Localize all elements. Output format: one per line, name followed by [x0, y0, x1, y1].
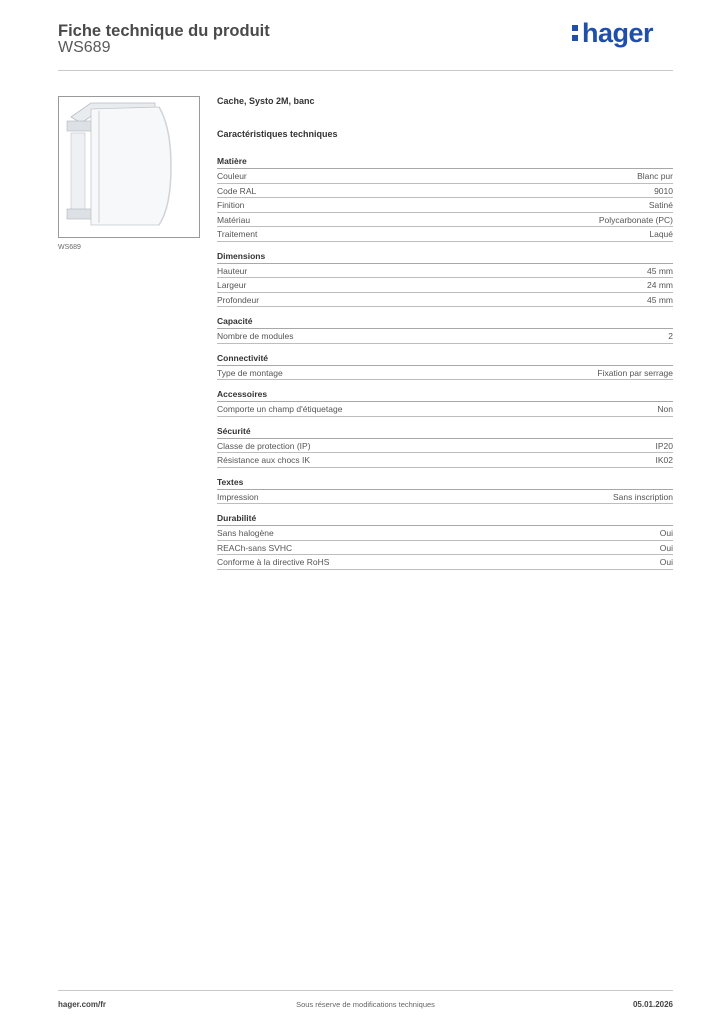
logo-dots-icon: [572, 25, 579, 41]
spec-group: [217, 353, 673, 381]
spec-label: Matériau: [217, 214, 251, 225]
spec-label: Largeur: [217, 280, 247, 290]
section-title: Caractéristiques techniques: [217, 129, 338, 139]
spec-group-title: Dimensions: [217, 251, 673, 264]
spec-groups: [217, 156, 673, 570]
spec-row: [217, 439, 673, 454]
spec-label: Comporte un champ d'étiquetage: [217, 404, 343, 414]
spec-label: Sans halogène: [217, 528, 274, 538]
spec-row: [217, 198, 673, 213]
spec-group-title: Accessoires: [217, 389, 673, 402]
spec-value: 45 mm: [647, 265, 673, 276]
spec-label: Code RAL: [217, 185, 257, 196]
spec-group: [217, 477, 673, 505]
product-image: [58, 96, 200, 238]
specifications: [217, 96, 673, 579]
spec-row: [217, 184, 673, 199]
spec-group: [217, 426, 673, 468]
spec-row: [217, 555, 673, 570]
cover-module-icon: [59, 97, 199, 237]
spec-row: [217, 329, 673, 344]
footer-website: hager.com/fr: [58, 1000, 107, 1009]
spec-value: Oui: [659, 528, 673, 538]
spec-value: Satiné: [648, 200, 673, 210]
spec-value: Non: [657, 404, 673, 414]
spec-label: Traitement: [217, 229, 258, 239]
footer-date: 05.01.2026: [632, 1000, 673, 1009]
spec-label: Hauteur: [217, 265, 248, 276]
spec-value: IK02: [655, 455, 673, 465]
spec-row: [217, 227, 673, 242]
spec-value: Blanc pur: [637, 171, 673, 181]
spec-group-title: Matière: [217, 156, 673, 169]
spec-group: [217, 156, 673, 242]
spec-group-title: Durabilité: [217, 513, 673, 526]
product-name: Cache, Systo 2M, banc: [217, 96, 315, 106]
spec-row: [217, 213, 673, 228]
spec-row: [217, 264, 673, 279]
spec-row: [217, 366, 673, 381]
spec-label: Conforme à la directive RoHS: [217, 557, 330, 567]
spec-value: Fixation par serrage: [597, 367, 673, 378]
spec-group: [217, 316, 673, 344]
spec-label: Profondeur: [217, 294, 260, 305]
spec-group-title: Sécurité: [217, 426, 673, 439]
spec-value: 9010: [654, 185, 673, 196]
spec-row: [217, 490, 673, 505]
spec-row: [217, 293, 673, 308]
spec-group-title: Textes: [217, 477, 673, 490]
spec-label: Impression: [217, 491, 259, 502]
spec-label: Résistance aux chocs IK: [217, 455, 311, 465]
spec-row: [217, 453, 673, 468]
spec-group: [217, 251, 673, 308]
spec-group: [217, 389, 673, 417]
spec-label: Classe de protection (IP): [217, 440, 311, 451]
spec-value: 24 mm: [647, 280, 673, 290]
document-title: Fiche technique du produit: [58, 22, 270, 40]
spec-row: [217, 278, 673, 293]
spec-label: Couleur: [217, 171, 247, 181]
spec-label: REACh-sans SVHC: [217, 542, 293, 553]
spec-label: Finition: [217, 200, 245, 210]
logo-text: hager: [581, 18, 653, 48]
spec-value: IP20: [655, 440, 673, 451]
spec-value: Oui: [659, 557, 673, 567]
spec-row: [217, 169, 673, 184]
spec-value: Polycarbonate (PC): [598, 214, 673, 225]
spec-group-title: Connectivité: [217, 353, 673, 366]
spec-row: [217, 526, 673, 541]
spec-value: Oui: [659, 542, 673, 553]
product-reference: WS689: [58, 39, 111, 56]
spec-label: Type de montage: [217, 367, 283, 378]
spec-value: 2: [668, 331, 673, 341]
spec-group-title: Capacité: [217, 316, 673, 329]
spec-row: [217, 541, 673, 556]
hager-logo: [572, 18, 653, 49]
page-footer: [58, 990, 673, 1011]
spec-group: [217, 513, 673, 570]
spec-label: Nombre de modules: [217, 331, 294, 341]
image-caption: WS689: [58, 244, 81, 251]
spec-value: 45 mm: [647, 294, 673, 305]
spec-value: Laqué: [649, 229, 673, 239]
page-header: [58, 20, 673, 71]
spec-value: Sans inscription: [612, 491, 673, 502]
footer-disclaimer: Sous réserve de modifications techniques: [296, 1000, 435, 1009]
spec-row: [217, 402, 673, 417]
